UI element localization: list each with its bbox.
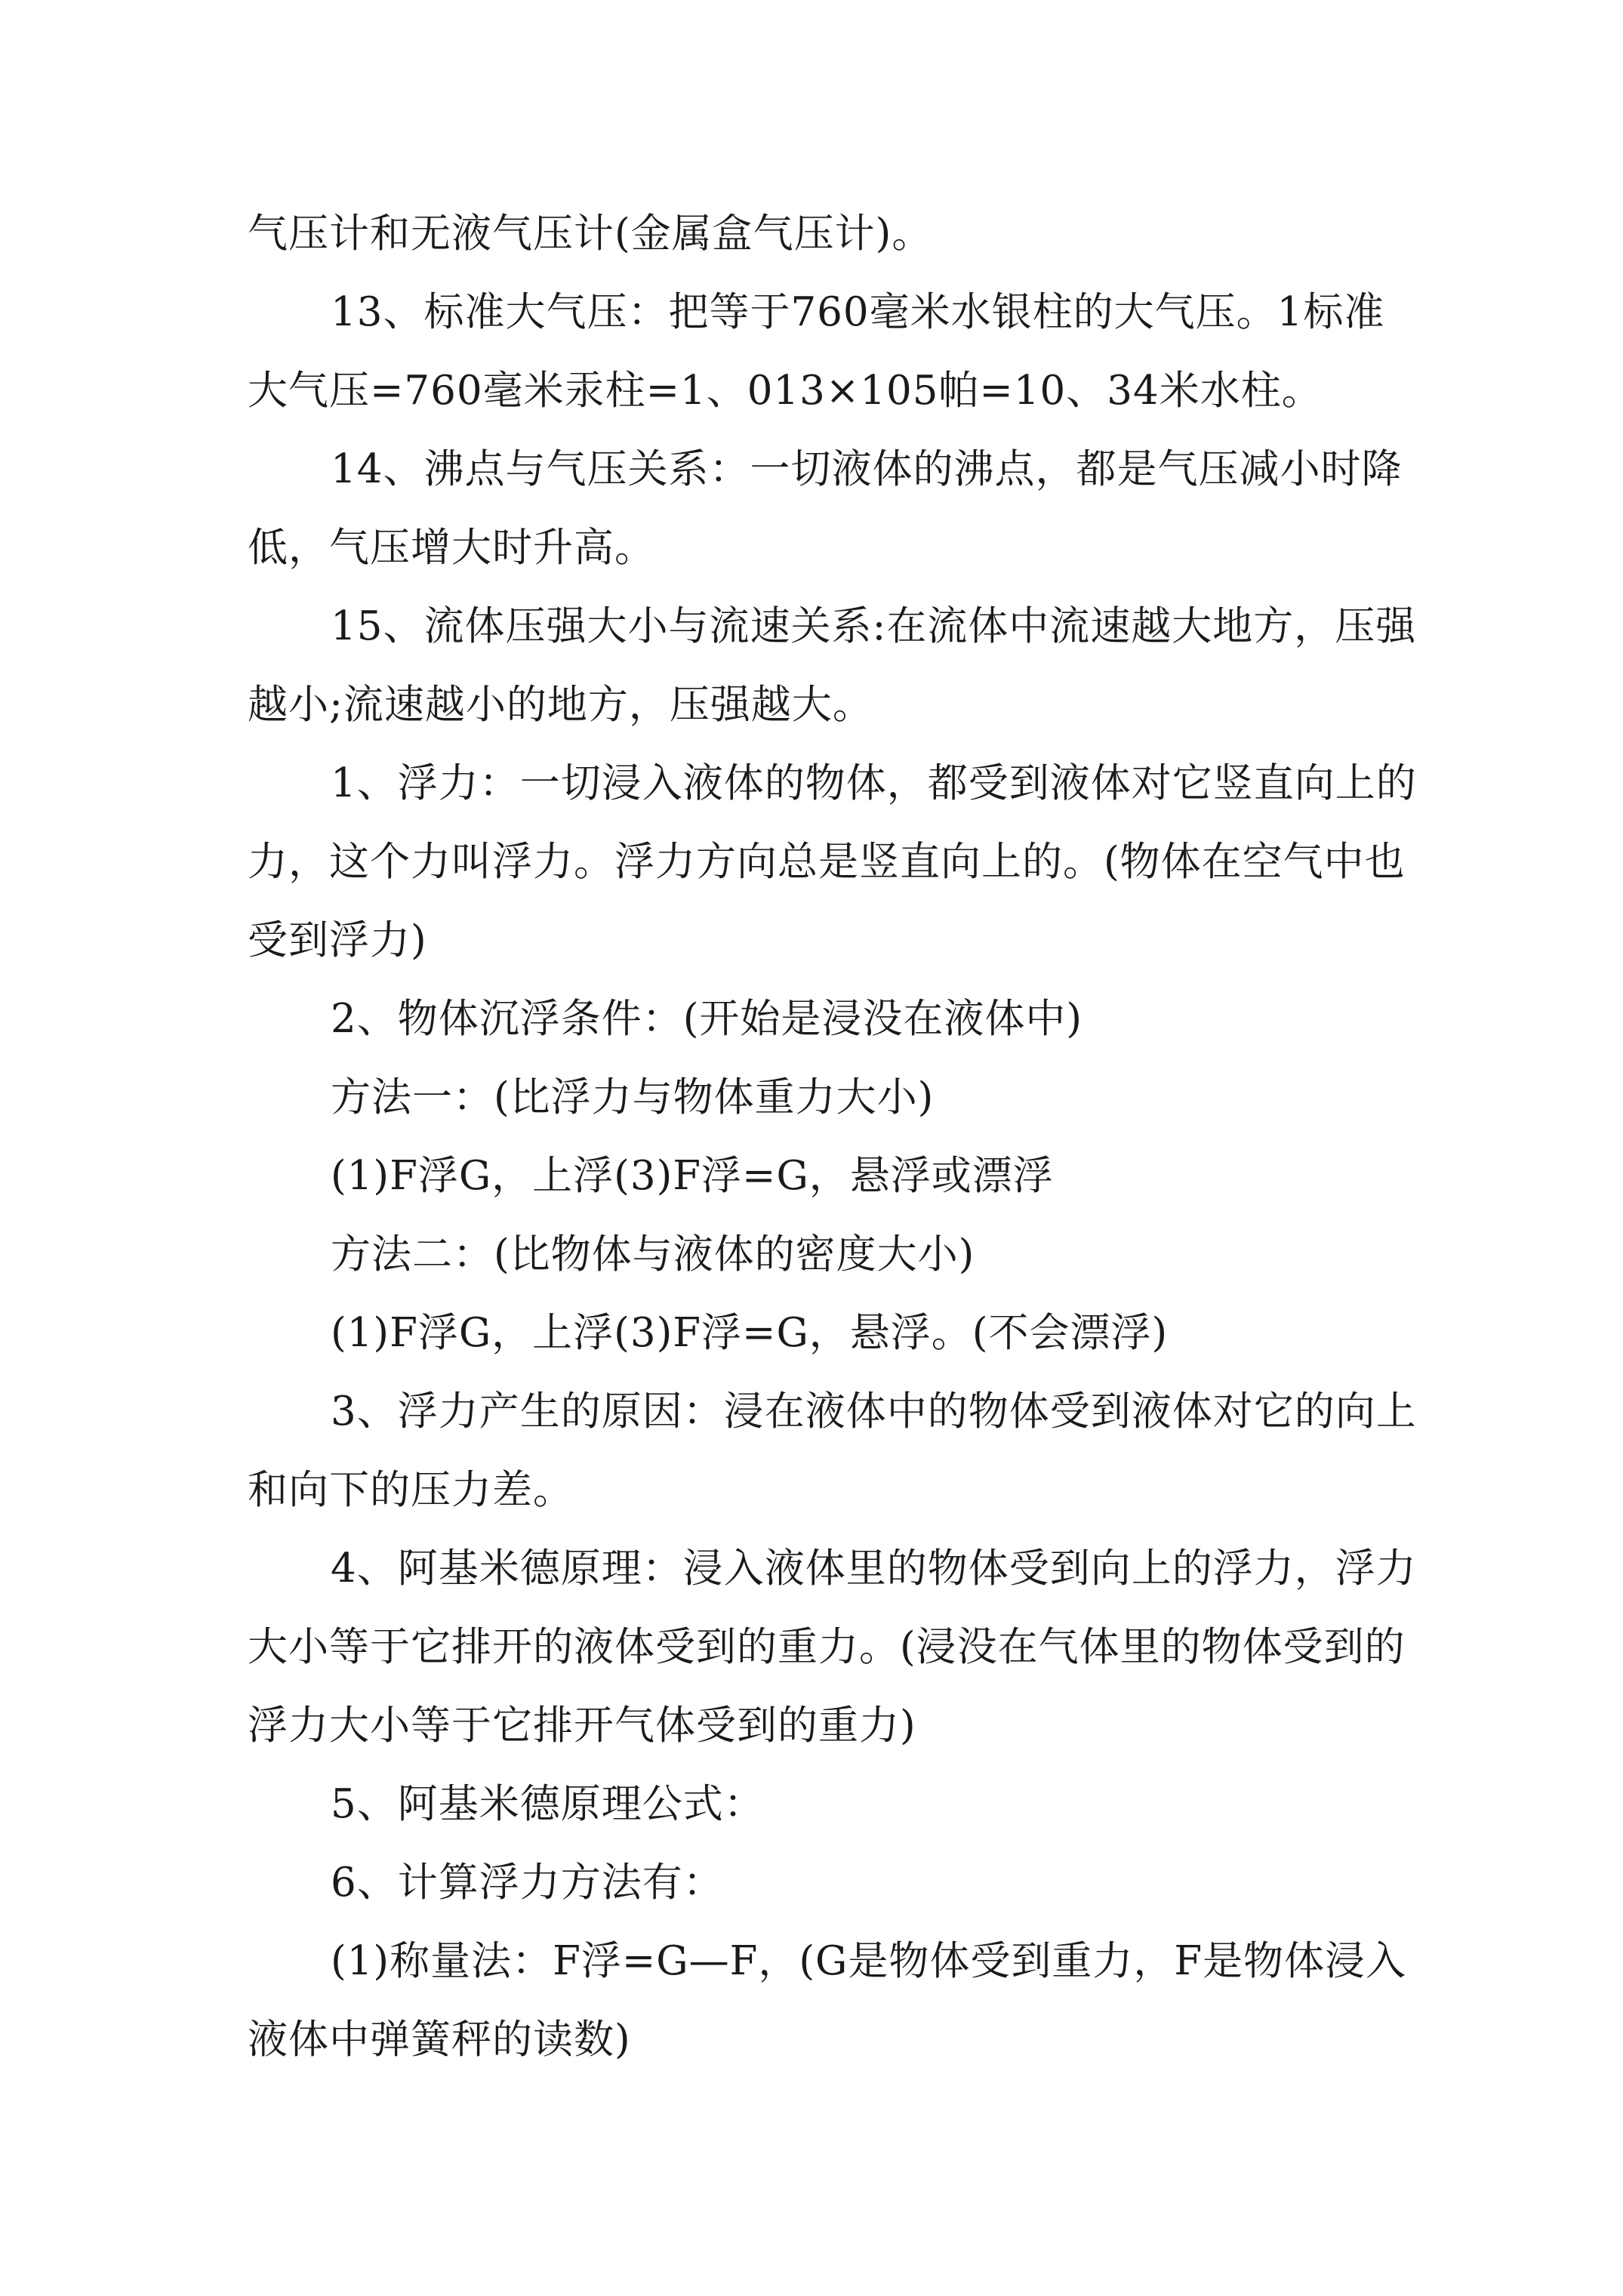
paragraph-buoyancy-definition: 1、浮力：一切浸入液体的物体，都受到液体对它竖直向上的力，这个力叫浮力。浮力方向总是竖直向上的。(物体在空气中也受到浮力) [248, 760, 1417, 963]
paragraph-boiling-point: 14、沸点与气压关系：一切液体的沸点，都是气压减小时降低，气压增大时升高。 [248, 446, 1403, 571]
paragraph-barometer-types: 气压计和无液气压计(金属盒气压计)。 [248, 211, 933, 257]
paragraph-method-two: 方法二：(比物体与液体的密度大小) [331, 1231, 975, 1277]
paragraph-buoyancy-cause: 3、浮力产生的原因：浸在液体中的物体受到液体对它的向上和向下的压力差。 [248, 1388, 1417, 1513]
paragraph-archimedes-principle: 4、阿基米德原理：浸入液体里的物体受到向上的浮力，浮力大小等于它排开的液体受到的重力。(浸没在气体里的物体受到的浮力大小等于它排开气体受到的重力) [248, 1546, 1417, 1749]
paragraph-method-one: 方法一：(比浮力与物体重力大小) [331, 1074, 935, 1120]
paragraph-method-one-cases: (1)F浮G，上浮(3)F浮=G，悬浮或漂浮 [331, 1153, 1054, 1199]
paragraph-archimedes-formula: 5、阿基米德原理公式： [331, 1781, 765, 1827]
paragraph-method-two-cases: (1)F浮G，上浮(3)F浮=G，悬浮。(不会漂浮) [331, 1310, 1169, 1356]
paragraph-fluid-pressure: 15、流体压强大小与流速关系:在流体中流速越大地方，压强越小;流速越小的地方，压强越大。 [248, 603, 1417, 728]
document-body [248, 195, 1425, 2079]
paragraph-calculation-methods: 6、计算浮力方法有： [331, 1860, 724, 1906]
paragraph-weighing-method: (1)称量法：F浮=G—F，(G是物体受到重力，F是物体浸入液体中弹簧秤的读数) [248, 1938, 1407, 2063]
paragraph-floating-conditions: 2、物体沉浮条件：(开始是浸没在液体中) [331, 996, 1083, 1042]
paragraph-standard-atmosphere: 13、标准大气压：把等于760毫米水银柱的大气压。1标准大气压=760毫米汞柱=1、013×105帕=10、34米水柱。 [248, 289, 1385, 414]
